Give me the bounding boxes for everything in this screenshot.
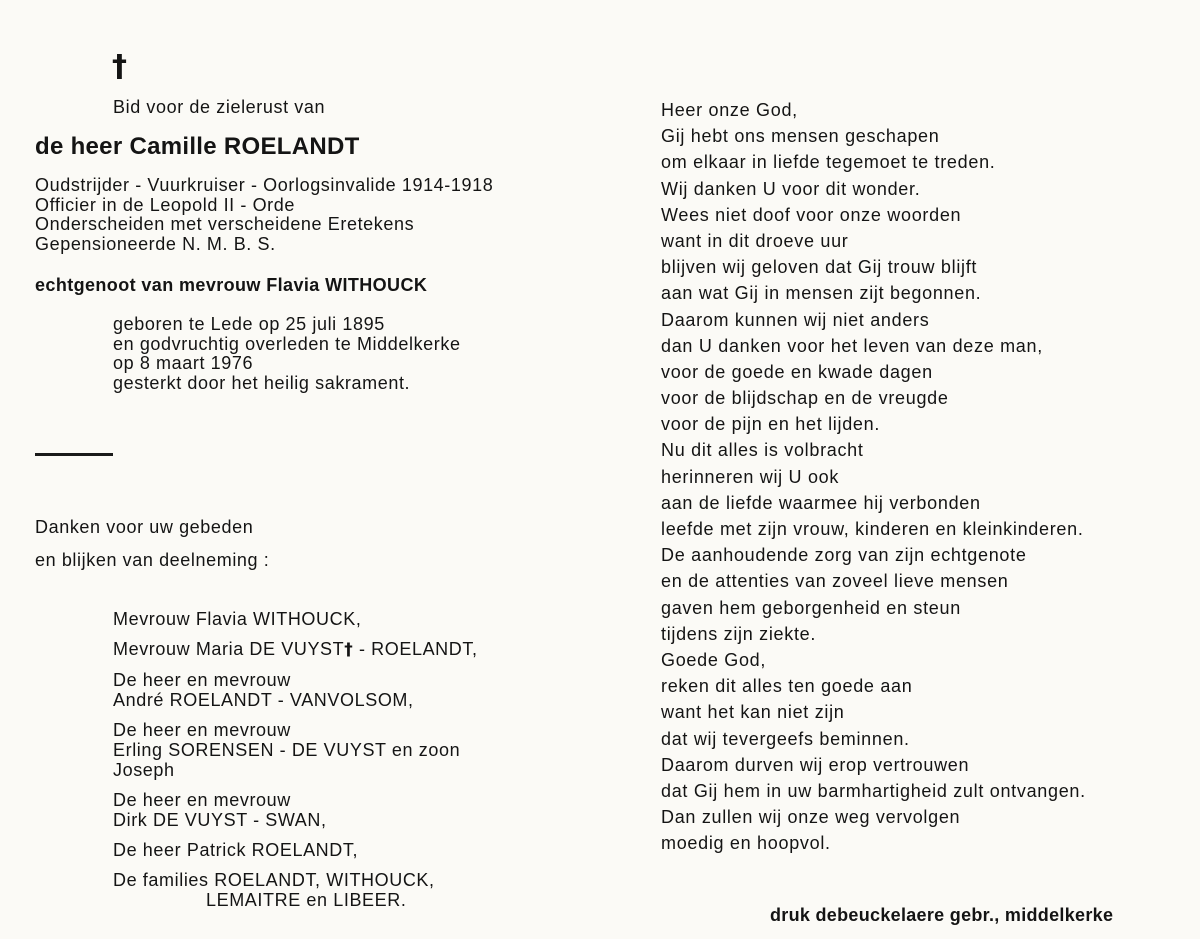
- family-line: Mevrouw Flavia WITHOUCK,: [113, 609, 362, 629]
- poem-line: tijdens zijn ziekte.: [661, 623, 817, 644]
- poem-line: dat wij tevergeefs beminnen.: [661, 728, 910, 749]
- title-line: Officier in de Leopold II - Orde: [35, 194, 295, 215]
- family-line: De heer en mevrouw: [113, 670, 291, 690]
- life-block: [113, 315, 461, 393]
- family-line: André ROELANDT - VANVOLSOM,: [113, 690, 414, 710]
- poem-line: aan wat Gij in mensen zijt begonnen.: [661, 283, 982, 304]
- title-line: Onderscheiden met verscheidene Eretekens: [35, 214, 415, 234]
- poem-line: want het kan niet zijn: [661, 702, 845, 723]
- family-name: - ROELANDT,: [353, 639, 478, 659]
- life-line: geboren te Lede op 25 juli 1895: [113, 314, 385, 334]
- poem-line: Wees niet doof voor onze woorden: [661, 204, 962, 225]
- poem-line: Wij danken U voor dit wonder.: [661, 178, 921, 199]
- thanks-line-1: Danken voor uw gebeden: [35, 517, 254, 537]
- poem-line: en de attenties van zoveel lieve mensen: [661, 571, 1009, 592]
- life-line: gesterkt door het heilig sakrament.: [113, 372, 411, 393]
- divider: [35, 453, 113, 456]
- poem-line: Nu dit alles is volbracht: [661, 440, 864, 461]
- family-line: De heer en mevrouw: [113, 790, 291, 810]
- poem-line: om elkaar in liefde tegemoet te treden.: [661, 152, 996, 173]
- titles-block: [35, 176, 493, 254]
- family-line: LEMAITRE en LIBEER.: [206, 890, 407, 910]
- family-line: De heer Patrick ROELANDT,: [113, 840, 359, 860]
- poem-line: voor de pijn en het lijden.: [661, 414, 881, 435]
- poem-line: blijven wij geloven dat Gij trouw blijft: [661, 257, 978, 278]
- family-line: Dirk DE VUYST - SWAN,: [113, 810, 327, 830]
- title-line: Gepensioneerde N. M. B. S.: [35, 233, 276, 254]
- poem-line: leefde met zijn vrouw, kinderen en kleinkinderen.: [661, 519, 1084, 539]
- title-line: Oudstrijder - Vuurkruiser - Oorlogsinvalide 1914-1918: [35, 175, 494, 195]
- prayer-request: Bid voor de zielerust van: [113, 97, 326, 117]
- family-line: De heer en mevrouw: [113, 720, 291, 740]
- poem-line: dan U danken voor het leven van deze man,: [661, 335, 1043, 356]
- poem-line: Gij hebt ons mensen geschapen: [661, 126, 940, 147]
- family-list: [113, 609, 478, 910]
- family-line: [113, 639, 478, 660]
- poem-line: dat Gij hem in uw barmhartigheid zult ontvangen.: [661, 780, 1086, 801]
- poem-line: Daarom kunnen wij niet anders: [661, 309, 930, 330]
- family-line: De families ROELANDT, WITHOUCK,: [113, 870, 435, 890]
- poem-line: Daarom durven wij erop vertrouwen: [661, 754, 970, 775]
- poem-line: Dan zullen wij onze weg vervolgen: [661, 807, 961, 828]
- poem: [661, 97, 1086, 856]
- spouse-line: echtgenoot van mevrouw Flavia WITHOUCK: [35, 275, 428, 295]
- poem-line: aan de liefde waarmee hij verbonden: [661, 492, 981, 513]
- poem-line: reken dit alles ten goede aan: [661, 676, 913, 697]
- poem-line: voor de blijdschap en de vreugde: [661, 388, 949, 409]
- poem-line: moedig en hoopvol.: [661, 833, 831, 854]
- poem-line: Heer onze God,: [661, 100, 798, 120]
- life-line: op 8 maart 1976: [113, 353, 254, 373]
- family-name: Mevrouw Maria DE VUYST: [113, 639, 345, 659]
- printer-credit: druk debeuckelaere gebr., middelkerke: [770, 905, 1114, 925]
- poem-line: want in dit droeve uur: [661, 230, 849, 251]
- poem-line: voor de goede en kwade dagen: [661, 361, 933, 382]
- life-line: en godvruchtig overleden te Middelkerke: [113, 333, 461, 354]
- cross-icon: †: [344, 640, 354, 660]
- poem-line: herinneren wij U ook: [661, 466, 840, 487]
- thanks-line-2: en blijken van deelneming :: [35, 550, 270, 570]
- deceased-name: de heer Camille ROELANDT: [35, 133, 360, 160]
- poem-line: De aanhoudende zorg van zijn echtgenote: [661, 545, 1027, 566]
- family-line: Joseph: [113, 760, 175, 780]
- family-line: Erling SORENSEN - DE VUYST en zoon: [113, 740, 461, 760]
- cross-icon: †: [112, 49, 127, 84]
- poem-line: Goede God,: [661, 649, 767, 670]
- poem-line: gaven hem geborgenheid en steun: [661, 597, 961, 618]
